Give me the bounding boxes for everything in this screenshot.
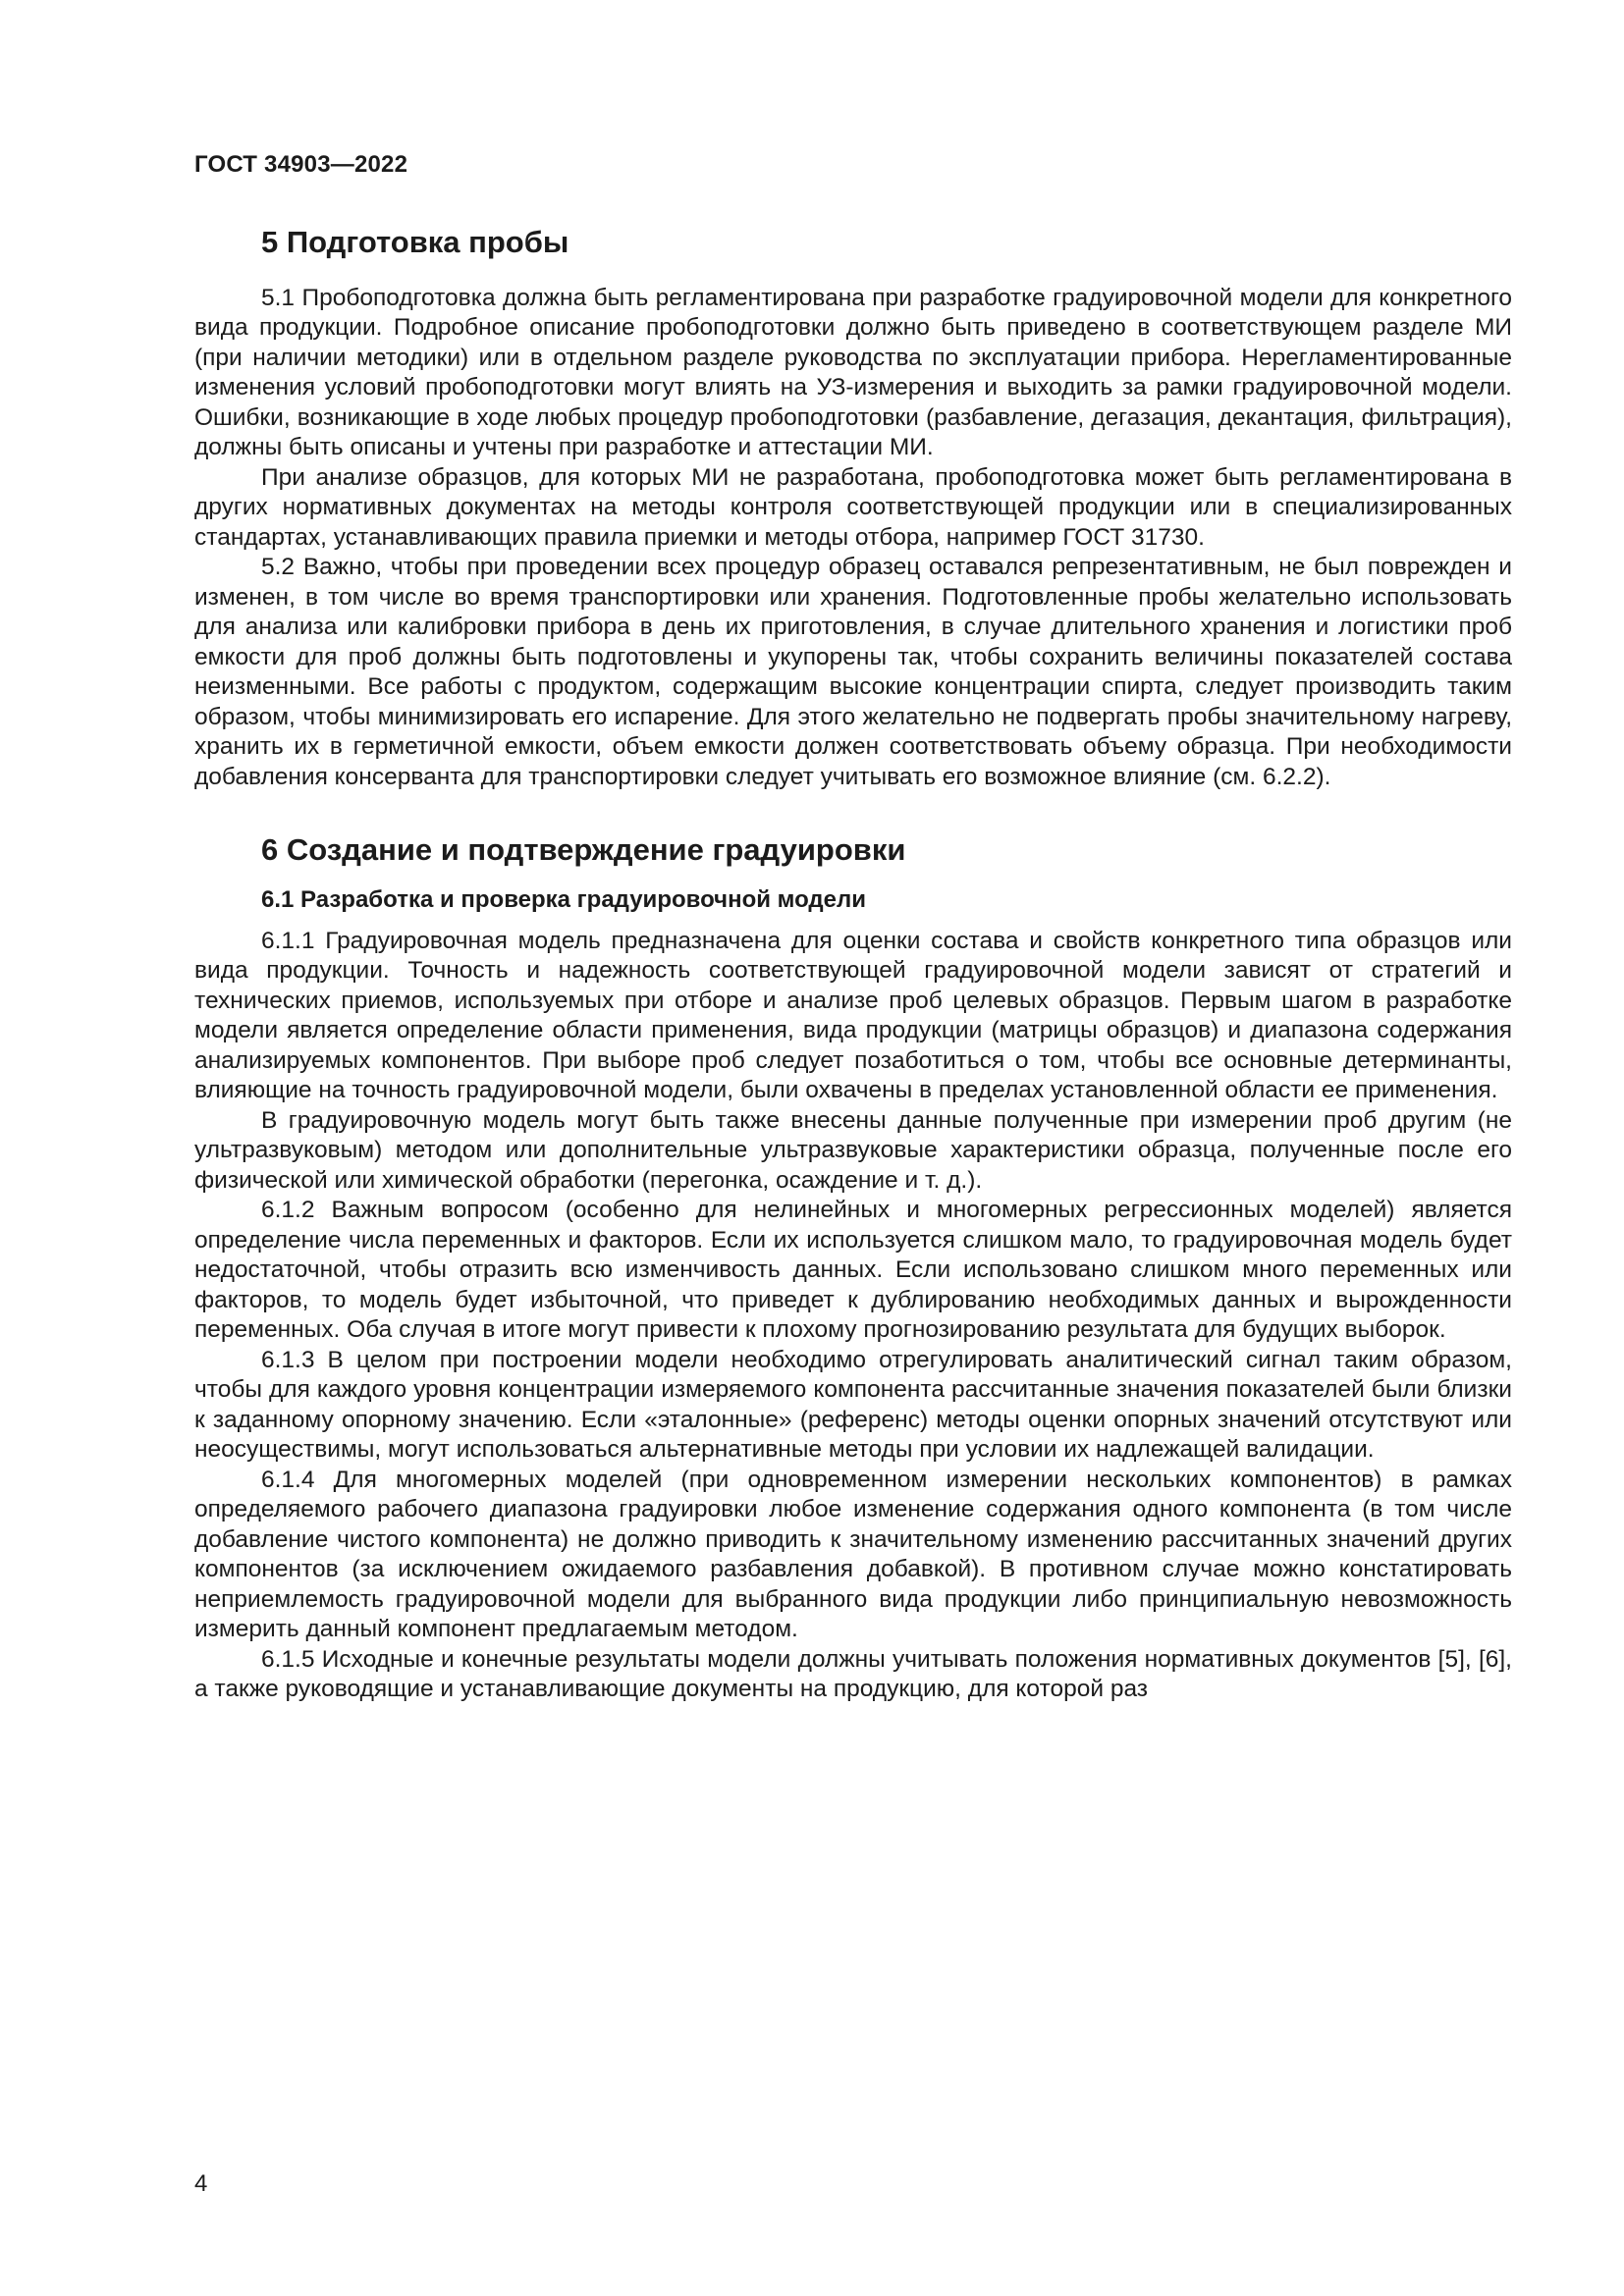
paragraph-6-1-1: 6.1.1 Градуировочная модель предназначена для оценки состава и свойств конкретного типа образцов или вида продукции. Точность и надежность соответствующей градуировочной модели зависят от стратегий и технических приемов, используемых при отборе и анализе проб целевых образцов. Первым шагом в разработке модели является определение области применения, вида продукции (матрицы образцов) и диапазона содержания анализируемых компонентов. При выборе проб следует позаботиться о том, чтобы все основные детерминанты, влияющие на точность градуировочной модели, были охвачены в пределах установленной области ее применения. [194,927,1512,1104]
paragraph-5-1: 5.1 Пробоподготовка должна быть регламентирована при разработке градуировочной модели для конкретного вида продукции. Подробное описание пробоподготовки должно быть приведено в соответствующем разделе МИ (при наличии методики) или в отдельном разделе руководства по эксплуатации прибора. Нерегламентированные изменения условий пробоподготовки могут влиять на УЗ-измерения и выходить за рамки градуировочной модели. Ошибки, возникающие в ходе любых процедур пробоподготовки (разбавление, дегазация, декантация, фильтрация), должны быть описаны и учтены при разработке и аттестации МИ. [194,284,1512,461]
paragraph-6-1-5: 6.1.5 Исходные и конечные результаты модели должны учитывать положения нормативных документов [5], [6], а также руководящие и устанавливающие документы на продукцию, для которой раз [194,1645,1512,1703]
document-header: ГОСТ 34903—2022 [194,151,408,178]
paragraph-5-1-cont: При анализе образцов, для которых МИ не разработана, пробоподготовка может быть регламентирована в других нормативных документах на методы контроля соответствующей продукции или в специализированных стандартах, устанавливающих правила приемки и методы отбора, например ГОСТ 31730. [194,463,1512,551]
section-6-title: 6 Создание и подтверждение градуировки [261,832,906,868]
paragraph-6-1-3: 6.1.3 В целом при построении модели необходимо отрегулировать аналитический сигнал таким образом, чтобы для каждого уровня концентрации измеряемого компонента рассчитанные значения показателей были близки к заданному опорному значению. Если «эталонные» (референс) методы оценки опорных значений отсутствуют или неосуществимы, могут использоваться альтернативные методы при условии их надлежащей валидации. [194,1346,1512,1464]
section-5-title: 5 Подготовка пробы [261,225,569,259]
paragraph-5-2: 5.2 Важно, чтобы при проведении всех процедур образец оставался репрезентативным, не был поврежден и изменен, в том числе во время транспортировки или хранения. Подготовленные пробы желательно использовать для анализа или калибровки прибора в день их приготовления, в случае длительного хранения и логистики проб емкости для проб должны быть подготовлены и укупорены так, чтобы сохранить величины показателей состава неизменными. Все работы с продуктом, содержащим высокие концентрации спирта, следует производить таким образом, чтобы минимизировать его испарение. Для этого желательно не подвергать пробы значительному нагреву, хранить их в герметичной емкости, объем емкости должен соответствовать объему образца. При необходимости добавления консерванта для транспортировки следует учитывать его возможное влияние (см. 6.2.2). [194,554,1512,790]
paragraph-6-1-1-cont: В градуировочную модель могут быть также внесены данные полученные при измерении проб другим (не ультразвуковым) методом или дополнительные ультразвуковые характеристики образца, полученные после его физической или химической обработки (перегонка, осаждение и т. д.). [194,1106,1512,1194]
paragraph-6-1-2: 6.1.2 Важным вопросом (особенно для нелинейных и многомерных регрессионных моделей) является определение числа переменных и факторов. Если их используется слишком мало, то градуировочная модель будет недостаточной, чтобы отразить всю изменчивость данных. Если использовано слишком много переменных или факторов, то модель будет избыточной, что приведет к дублированию необходимых данных и вырожденности переменных. Оба случая в итоге могут привести к плохому прогнозированию результата для будущих выборок. [194,1197,1512,1344]
subsection-6-1-title: 6.1 Разработка и проверка градуировочной модели [261,886,867,913]
page-number: 4 [194,2170,208,2197]
paragraph-6-1-4: 6.1.4 Для многомерных моделей (при одновременном измерении нескольких компонентов) в рамках определяемого рабочего диапазона градуировки любое изменение содержания одного компонента (в том числе добавление чистого компонента) не должно приводить к значительному изменению рассчитанных значений других компонентов (за исключением ожидаемого разбавления добавкой). В противном случае можно констатировать неприемлемость градуировочной модели для выбранного вида продукции либо принципиальную невозможность измерить данный компонент предлагаемым методом. [194,1466,1512,1643]
page-content [194,224,1512,1705]
